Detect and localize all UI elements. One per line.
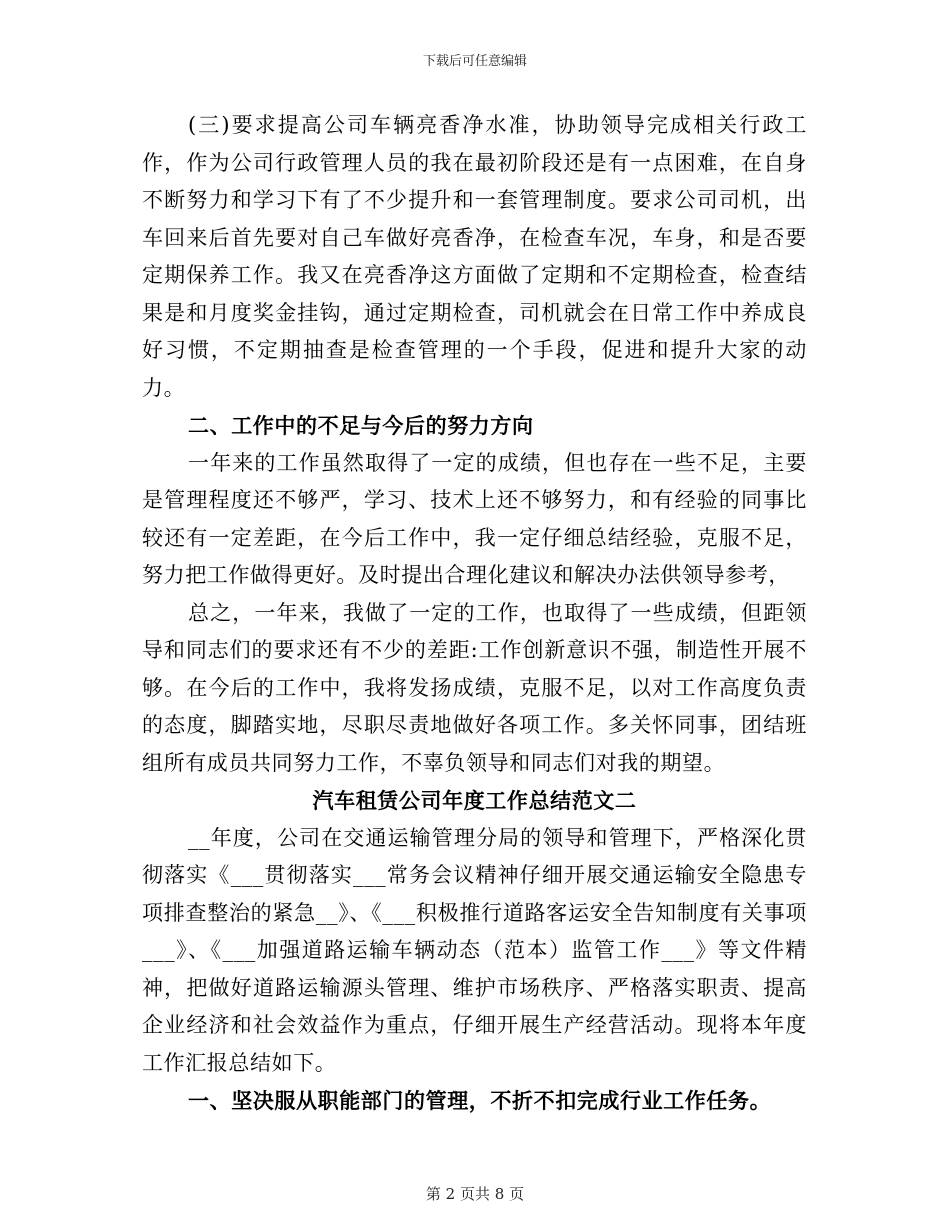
section-heading-compliance: 一、坚决服从职能部门的管理，不折不扣完成行业工作任务。	[188, 1088, 772, 1113]
paragraph-vehicle-cleanliness: (三)要求提高公司车辆亮香净水准，协助领导完成相关行政工作，作为公司行政管理人员的我在最初阶段还是有一点困难，在自身不断努力和学习下有了不少提升和一套管理制度。要求公司司机，出车回来后首先要对自己车做好亮香净，在检查车况，车身，和是否要定期保养工作。我又在亮香净这方面做了定期和不定期检查，检查结果是和月度奖金挂钩，通过定期检查，司机就会在日常工作中养成良好习惯，不定期抽查是检查管理的一个手段，促进和提升大家的动力。	[142, 113, 807, 400]
paragraph-shortcomings: 一年来的工作虽然取得了一定的成绩，但也存在一些不足，主要是管理程度还不够严，学习、技术上还不够努力，和有经验的同事比较还有一定差距，在今后工作中，我一定仔细总结经验，克服不足，努力把工作做得更好。及时提出合理化建议和解决办法供领导参考，	[142, 450, 807, 587]
page-number-footer: 第 2 页共 8 页	[425, 1185, 525, 1203]
paragraph-summary: 总之，一年来，我做了一定的工作，也取得了一些成绩，但距领导和同志们的要求还有不少的差距:工作创新意识不强，制造性开展不够。在今后的工作中，我将发扬成绩，克服不足，以对工作高度负责的态度，脚踏实地，尽职尽责地做好各项工作。多关怀同事，团结班组所有成员共同努力工作，不辜负领导和同志们对我的期望。	[142, 600, 807, 775]
document-title-sample-two: 汽车租赁公司年度工作总结范文二	[312, 788, 637, 813]
page-header: 下载后可任意编辑	[422, 54, 527, 69]
paragraph-annual-overview: __年度，公司在交通运输管理分局的领导和管理下，严格深化贯彻落实《___贯彻落实___常务会议精神仔细开展交通运输安全隐患专项排查整治的紧急__》、《___积极推行道路客运安全告知制度有关事项___》、《___加强道路运输车辆动态（范本）监管工作___》等文件精神，把做好道路运输源头管理、维护市场秩序、严格落实职责、提高企业经济和社会效益作为重点，仔细开展生产经营活动。现将本年度工作汇报总结如下。	[142, 825, 807, 1075]
section-heading-shortcomings: 二、工作中的不足与今后的努力方向	[188, 413, 534, 438]
document-body	[142, 107, 807, 1120]
